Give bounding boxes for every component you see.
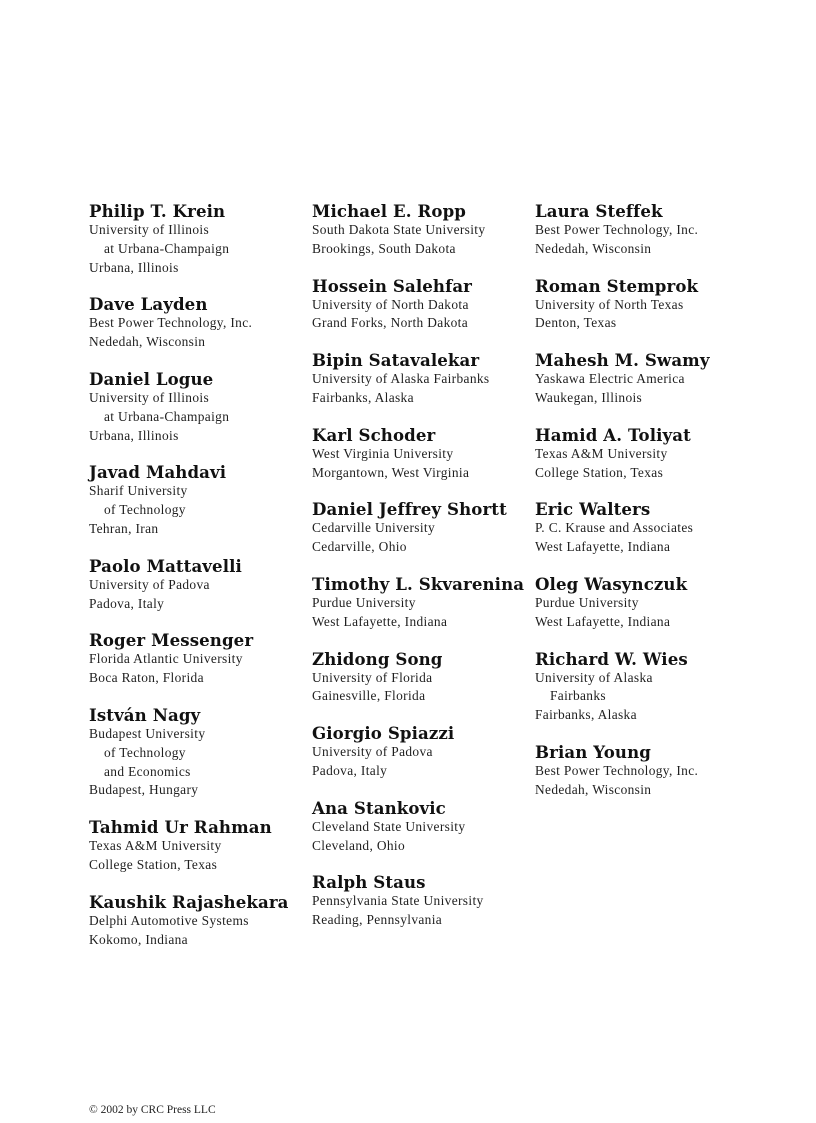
- contributor-entry: [535, 425, 750, 483]
- contributor-entry: [535, 574, 750, 632]
- contributor-affiliation-line: Budapest University: [89, 725, 206, 741]
- contributor-affiliation-line: Padova, Italy: [89, 595, 165, 611]
- contributor-affiliation-line: Cedarville University: [312, 520, 436, 536]
- contributor-affiliation-line: Fairbanks, Alaska: [312, 389, 414, 405]
- contributor-affiliation-line: and Economics: [104, 763, 191, 779]
- contributor-entry: [312, 499, 527, 557]
- copyright-footer: © 2002 by CRC Press LLC: [89, 1104, 216, 1116]
- contributor-affiliation-line: Waukegan, Illinois: [535, 389, 643, 405]
- contributor-entry: [535, 350, 750, 408]
- contributor-name: Kaushik Rajashekara: [89, 891, 289, 912]
- contributor-affiliation-line: Brookings, South Dakota: [312, 240, 456, 256]
- contributor-affiliation-line: Gainesville, Florida: [312, 688, 426, 704]
- contributor-affiliation-line: Denton, Texas: [535, 315, 617, 331]
- contributor-affiliation-line: of Technology: [104, 502, 186, 518]
- contributor-entry: [89, 369, 304, 445]
- contributor-affiliation-line: Urbana, Illinois: [89, 259, 179, 275]
- contributor-affiliation-line: Cedarville, Ohio: [312, 539, 407, 555]
- contributor-name: Eric Walters: [535, 499, 651, 520]
- contributor-entry: [89, 556, 304, 614]
- contributor-name: Paolo Mattavelli: [89, 555, 242, 576]
- contributor-affiliation-line: Tehran, Iran: [89, 520, 159, 536]
- contributor-affiliation-line: Reading, Pennsylvania: [312, 912, 443, 928]
- contributor-name: Richard W. Wies: [535, 648, 688, 669]
- contributor-affiliation-line: Cleveland, Ohio: [312, 837, 406, 853]
- contributor-affiliation-line: Boca Raton, Florida: [89, 670, 204, 686]
- contributor-affiliation-line: Texas A&M University: [89, 838, 222, 854]
- contributor-affiliation-line: Fairbanks, Alaska: [535, 707, 637, 723]
- contributor-entry: [312, 574, 527, 632]
- contributor-affiliation-line: University of Alaska: [535, 669, 653, 685]
- contributor-affiliation-line: Delphi Automotive Systems: [89, 912, 249, 928]
- contributors-column-2: [312, 201, 527, 947]
- contributor-affiliation-line: Budapest, Hungary: [89, 782, 199, 798]
- contributor-name: Hamid A. Toliyat: [535, 424, 691, 445]
- contributor-affiliation-line: Texas A&M University: [535, 445, 668, 461]
- contributor-name: Roman Stemprok: [535, 275, 699, 296]
- contributor-name: Zhidong Song: [312, 648, 443, 669]
- contributor-affiliation-line: at Urbana-Champaign: [104, 240, 230, 256]
- contributor-entry: [535, 742, 750, 800]
- contributor-name: Karl Schoder: [312, 424, 436, 445]
- contributor-name: István Nagy: [89, 704, 201, 725]
- contributors-column-1: [89, 201, 304, 966]
- contributor-entry: [535, 276, 750, 334]
- contributor-affiliation-line: University of Florida: [312, 669, 433, 685]
- contributor-entry: [89, 630, 304, 688]
- contributor-affiliation-line: Nededah, Wisconsin: [89, 334, 206, 350]
- contributor-affiliation-line: Nededah, Wisconsin: [535, 240, 652, 256]
- contributor-name: Daniel Jeffrey Shortt: [312, 499, 507, 520]
- contributor-entry: [89, 201, 304, 277]
- contributor-affiliation-line: West Lafayette, Indiana: [312, 613, 448, 629]
- contributor-entry: [89, 705, 304, 800]
- contributor-affiliation-line: Purdue University: [535, 594, 639, 610]
- contributor-affiliation-line: Yaskawa Electric America: [535, 371, 685, 387]
- contributor-entry: [312, 201, 527, 259]
- contributor-entry: [89, 462, 304, 538]
- contributor-affiliation-line: University of North Texas: [535, 296, 684, 312]
- contributor-entry: [535, 201, 750, 259]
- contributor-affiliation-line: Best Power Technology, Inc.: [535, 762, 699, 778]
- contributor-affiliation-line: West Lafayette, Indiana: [535, 539, 671, 555]
- contributor-name: Tahmid Ur Rahman: [89, 817, 272, 838]
- contributor-entry: [312, 276, 527, 334]
- contributor-name: Ana Stankovic: [312, 797, 446, 818]
- contributor-affiliation-line: University of Alaska Fairbanks: [312, 371, 490, 387]
- contributor-affiliation-line: Best Power Technology, Inc.: [535, 222, 699, 237]
- contributor-affiliation-line: Nededah, Wisconsin: [535, 781, 652, 797]
- contributor-name: Laura Steffek: [535, 201, 663, 221]
- contributor-affiliation-line: College Station, Texas: [89, 856, 218, 872]
- contributor-entry: [312, 350, 527, 408]
- contributor-name: Timothy L. Skvarenina: [312, 573, 525, 594]
- contributor-affiliation-line: Padova, Italy: [312, 762, 388, 778]
- contributor-affiliation-line: Sharif University: [89, 483, 188, 499]
- contributor-affiliation-line: of Technology: [104, 744, 186, 760]
- contributor-name: Michael E. Ropp: [312, 201, 466, 221]
- contributor-affiliation-line: West Virginia University: [312, 445, 454, 461]
- contributor-name: Oleg Wasynczuk: [535, 573, 688, 594]
- contributor-affiliation-line: University of Padova: [312, 744, 433, 760]
- contributor-entry: [312, 798, 527, 856]
- contributor-entry: [535, 499, 750, 557]
- contributor-entry: [312, 872, 527, 930]
- contributor-entry: [312, 723, 527, 781]
- contributor-name: Dave Layden: [89, 294, 208, 315]
- contributor-entry: [89, 294, 304, 352]
- contributor-affiliation-line: Best Power Technology, Inc.: [89, 315, 253, 331]
- contributor-affiliation-line: Purdue University: [312, 594, 416, 610]
- contributor-affiliation-line: Grand Forks, North Dakota: [312, 315, 469, 331]
- contributor-entry: [89, 892, 304, 950]
- contributor-entry: [312, 649, 527, 707]
- contributor-entry: [535, 649, 750, 725]
- contributor-affiliation-line: University of Padova: [89, 576, 210, 592]
- contributor-affiliation-line: South Dakota State University: [312, 222, 486, 237]
- contributor-affiliation-line: Urbana, Illinois: [89, 427, 179, 443]
- contributor-name: Hossein Salehfar: [312, 275, 473, 296]
- contributor-affiliation-line: University of North Dakota: [312, 296, 469, 312]
- contributors-column-3: [535, 201, 750, 817]
- contributor-name: Philip T. Krein: [89, 201, 226, 221]
- contributor-affiliation-line: University of Illinois: [89, 389, 210, 405]
- contributor-affiliation-line: Morgantown, West Virginia: [312, 464, 470, 480]
- contributor-name: Daniel Logue: [89, 368, 214, 389]
- contributor-name: Ralph Staus: [312, 872, 426, 893]
- contributor-affiliation-line: P. C. Krause and Associates: [535, 520, 694, 536]
- contributor-affiliation-line: Florida Atlantic University: [89, 651, 243, 667]
- contributor-name: Brian Young: [535, 741, 651, 762]
- contributor-affiliation-line: Fairbanks: [550, 688, 606, 704]
- contributor-affiliation-line: Pennsylvania State University: [312, 893, 484, 909]
- contributor-name: Bipin Satavalekar: [312, 350, 480, 371]
- contributor-name: Giorgio Spiazzi: [312, 723, 455, 744]
- contributor-affiliation-line: University of Illinois: [89, 222, 210, 237]
- contributor-affiliation-line: at Urbana-Champaign: [104, 408, 230, 424]
- contributor-affiliation-line: Kokomo, Indiana: [89, 931, 188, 947]
- contributor-name: Roger Messenger: [89, 630, 254, 651]
- contributor-entry: [312, 425, 527, 483]
- contributor-affiliation-line: College Station, Texas: [535, 464, 664, 480]
- contributor-affiliation-line: West Lafayette, Indiana: [535, 613, 671, 629]
- contributor-affiliation-line: Cleveland State University: [312, 818, 466, 834]
- contributor-name: Mahesh M. Swamy: [535, 350, 710, 371]
- contributor-entry: [89, 817, 304, 875]
- contributor-name: Javad Mahdavi: [89, 462, 227, 483]
